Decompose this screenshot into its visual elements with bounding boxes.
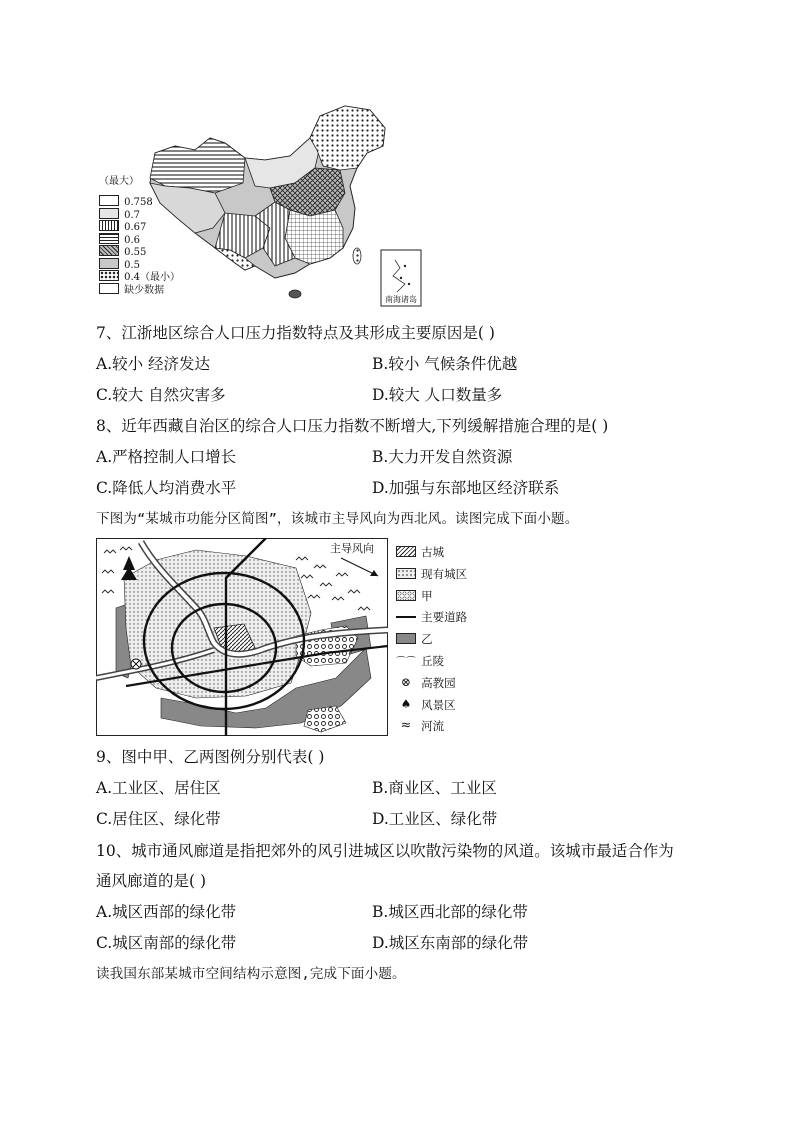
q8-option-a[interactable]: A.严格控制人口增长 <box>96 448 237 466</box>
city-map-legend <box>396 541 467 737</box>
legend-row: 缺少数据 <box>99 278 180 291</box>
legend-row: ⌒⌒ 丘陵 <box>396 653 445 668</box>
legend-row: 古城 <box>396 541 467 563</box>
legend-row: 0.67 <box>99 215 180 228</box>
q8-option-b[interactable]: B.大力开发自然资源 <box>372 448 513 466</box>
china-map-figure <box>95 98 425 308</box>
river-icon: ≈ <box>400 718 412 734</box>
q9-option-b[interactable]: B.商业区、工业区 <box>372 779 497 797</box>
hill-icon: ⌒⌒ <box>396 656 416 668</box>
q9-option-a[interactable]: A.工业区、居住区 <box>96 779 221 797</box>
q7-option-b[interactable]: B.较小 气候条件优越 <box>372 355 518 373</box>
legend-title: （最大） <box>99 176 139 187</box>
legend-swatch <box>99 283 119 294</box>
q10-option-b[interactable]: B.城区西北部的绿化带 <box>372 903 528 921</box>
legend-swatch <box>396 590 416 601</box>
legend-row: 0.7 <box>99 203 180 216</box>
road-line-icon <box>396 616 416 619</box>
legend-row: ≈ 河流 <box>396 715 467 737</box>
q10-option-d[interactable]: D.城区东南部的绿化带 <box>372 934 529 952</box>
legend-row: 0.5 <box>99 253 180 266</box>
legend-swatch <box>396 568 416 579</box>
intro-city-structure: 读我国东部某城市空间结构示意图,完成下面小题。 <box>96 966 406 982</box>
legend-row: 主要道路 <box>396 606 467 628</box>
university-icon: ⊗ <box>400 675 412 690</box>
city-map-image <box>96 538 388 736</box>
q9-option-c[interactable]: C.居住区、绿化带 <box>96 810 221 828</box>
legend-row: 0.55 <box>99 240 180 253</box>
q10-option-a[interactable]: A.城区西部的绿化带 <box>96 903 237 921</box>
legend-row: ♠ 风景区 <box>396 694 467 716</box>
legend-swatch <box>396 633 416 644</box>
q10-stem-line1: 10、城市通风廊道是指把郊外的风引进城区以吹散污染物的风道。该城市最适合作为 <box>96 842 674 860</box>
q7-stem: 7、江浙地区综合人口压力指数特点及其形成主要原因是( ) <box>96 324 495 342</box>
map1-legend <box>99 176 180 296</box>
q9-option-d[interactable]: D.工业区、绿化带 <box>372 810 498 828</box>
q8-stem: 8、近年西藏自治区的综合人口压力指数不断增大,下列缓解措施合理的是( ) <box>96 417 609 435</box>
legend-row: 现有城区 <box>396 563 467 585</box>
q8-option-d[interactable]: D.加强与东部地区经济联系 <box>372 479 560 497</box>
legend-row: 乙 <box>396 628 467 650</box>
wind-label: 主导风向 <box>330 542 374 555</box>
q7-option-d[interactable]: D.较大 人口数量多 <box>372 386 503 404</box>
legend-row: 0.4（最小） <box>99 265 180 278</box>
legend-row: 0.6 <box>99 228 180 241</box>
legend-row: ⊗ 高教园 <box>396 672 467 694</box>
legend-swatch <box>396 546 416 557</box>
q10-option-c[interactable]: C.城区南部的绿化带 <box>96 934 237 952</box>
city-map-figure <box>96 538 388 736</box>
intro-city-map: 下图为“某城市功能分区简图”，该城市主导风向为西北风。读图完成下面小题。 <box>96 511 579 527</box>
inset-label: 南海诸岛 <box>385 295 417 304</box>
q10-stem-line2: 通风廊道的是( ) <box>96 872 207 890</box>
legend-row: 0.758 <box>99 190 180 203</box>
q7-option-c[interactable]: C.较大 自然灾害多 <box>96 386 226 404</box>
tree-icon: ♠ <box>400 697 412 712</box>
q9-stem: 9、图中甲、乙两图例分别代表( ) <box>96 748 325 766</box>
q8-option-c[interactable]: C.降低人均消费水平 <box>96 479 237 497</box>
q7-option-a[interactable]: A.较小 经济发达 <box>96 355 211 373</box>
legend-row: 甲 <box>396 585 467 607</box>
